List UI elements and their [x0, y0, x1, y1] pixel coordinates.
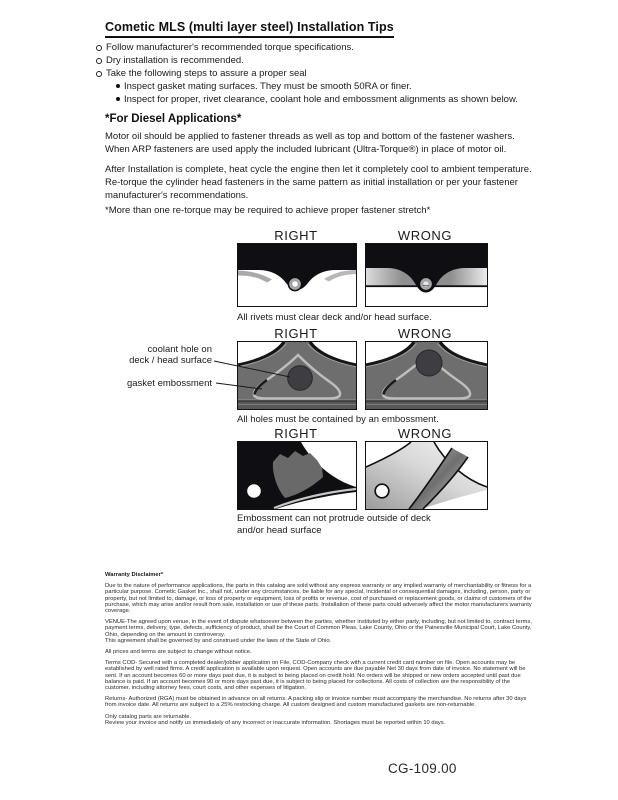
list-item — [96, 67, 541, 80]
disclaimer-paragraph: Only catalog parts are returnable. — [105, 713, 192, 720]
rivet-wrong-diagram — [365, 243, 488, 307]
filled-bullet-icon — [116, 97, 120, 101]
coolant-wrong-illustration — [366, 342, 487, 409]
tip-text: Dry installation is recommended. — [106, 55, 244, 66]
page-title: Cometic MLS (multi layer steel) Installation Tips — [105, 20, 394, 38]
coolant-right-diagram — [237, 341, 357, 410]
tips-list — [96, 41, 541, 106]
tip-text: Inspect for proper, rivet clearance, coolant hole and embossment alignments as shown below. — [124, 94, 518, 105]
rivet-wrong-illustration — [366, 244, 487, 306]
page-code: CG-109.00 — [388, 761, 457, 776]
coolant-hole-label: deck / head surface — [129, 355, 212, 366]
rivet-right-diagram — [237, 243, 357, 307]
list-item — [96, 80, 541, 93]
rivet-caption: All rivets must clear deck and/or head surface. — [237, 312, 432, 323]
tip-text: Follow manufacturer's recommended torque specifications. — [106, 42, 354, 53]
disclaimer-paragraph: VENUE-The agreed upon venue, in the event of dispute whatsoever between the parties, whether instituted by either party, including, but not limited to, contract terms, payment terms, delivery, type, defects, sufficiency of product, shall be the Court of Common Pleas, Lake County, Ohio or the Painesville Municipal Court, Lake County, Ohio, depending on the amount in controversy. — [105, 619, 532, 638]
list-item — [96, 93, 541, 106]
disclaimer-paragraph: This agreement shall be governed by and construed under the laws of the State of Ohio. — [105, 637, 332, 644]
filled-bullet-icon — [116, 84, 120, 88]
list-item — [96, 41, 541, 54]
disclaimer-paragraph: All prices and terms are subject to change without notice. — [105, 649, 252, 656]
right-label: RIGHT — [274, 426, 318, 441]
right-label: RIGHT — [274, 228, 318, 243]
gasket-embossment-label: gasket embossment — [126, 378, 212, 389]
disclaimer-paragraph: Terms COD- Secured with a completed dealer/jobber application on File, COD-Company check with a current credit card number on file. Open accounts may be established by well rated firms. A credit application is available upon request. Open accounts are due payable Net 30 days from date of invoice. No statement will be sent. If an account becomes 60 or more days past due, it is subject to being placed on credit hold. No orders will be shipped or new orders accepted until past due balance is paid. If an account becomes 90 or more days past due, it is subject to being placed for collections. All costs of collection are the responsibility of the customer, including attorney fees, court costs, and other expenses of litigation. — [105, 660, 526, 692]
disclaimer-paragraph: Due to the nature of performance applications, the parts in this catalog are sold without any express warranty or any implied warranty of merchantability or fitness for a particular purpose. Cometic Gasket Inc., shall not, under any circumstances, be liable for any special, incidental or consequential damages, including, person, party or property, but not limited to, damage, or loss of property or equipment, loss of profits or revenue, cost of purchased or replacement goods, or claims of customers of the purchase, which may arise and/or result from sale, installation or use of these parts. Installation of these parts could adversely affect the motor manufacturers warranty coverage. — [105, 583, 532, 615]
warranty-disclaimer — [105, 572, 533, 731]
retorque-note: *More than one re-torque may be required to achieve proper fastener stretch* — [105, 205, 431, 216]
right-label: RIGHT — [274, 326, 318, 341]
open-bullet-icon — [96, 71, 102, 77]
diesel-paragraph: After Installation is complete, heat cycle the engine then let it completely cool to ambient temperature. Re-torque the cylinder head fasteners in the same pattern as initial installation or per your fastener manufacturer's recommendations. — [105, 164, 532, 201]
protrusion-right-diagram — [237, 441, 357, 510]
open-bullet-icon — [96, 58, 102, 64]
disclaimer-paragraph: Returns- Authorized (RGA) must be obtained in advance on all returns. A packing slip or invoice number must accompany the merchandise. No returns after 30 days from invoice date. All returns are subject to a 25% restocking charge. All custom designed and custom manufactured gaskets are non-returnable. — [105, 696, 527, 709]
protrusion-wrong-diagram — [365, 441, 488, 510]
diesel-heading: *For Diesel Applications* — [105, 113, 242, 125]
wrong-label: WRONG — [397, 228, 453, 243]
tip-text: Inspect gasket mating surfaces. They must be smooth 50RA or finer. — [124, 81, 412, 92]
wrong-label: WRONG — [397, 326, 453, 341]
open-bullet-icon — [96, 45, 102, 51]
protrusion-right-illustration — [238, 442, 356, 509]
rivet-right-illustration — [238, 244, 356, 306]
coolant-caption: All holes must be contained by an embossment. — [237, 414, 439, 425]
coolant-wrong-diagram — [365, 341, 488, 410]
wrong-label: WRONG — [397, 426, 453, 441]
coolant-hole-label: coolant hole on — [147, 344, 212, 355]
diesel-paragraph: Motor oil should be applied to fastener threads as well as top and bottom of the fastener washers. When ARP fasteners are used apply the included lubricant (Ultra-Torque®) in place of motor oil. — [105, 131, 515, 155]
protrusion-wrong-illustration — [366, 442, 487, 509]
protrusion-caption: Embossment can not protrude outside of deck and/or head surface — [237, 513, 431, 536]
tip-text: Take the following steps to assure a proper seal — [106, 68, 307, 79]
list-item — [96, 54, 541, 67]
coolant-right-illustration — [238, 342, 356, 409]
disclaimer-heading: Warranty Disclaimer* — [105, 572, 164, 578]
disclaimer-paragraph: Review your invoice and notify us immediately of any incorrect or inaccurate information. Shortages must be reported within 10 days. — [105, 719, 446, 726]
